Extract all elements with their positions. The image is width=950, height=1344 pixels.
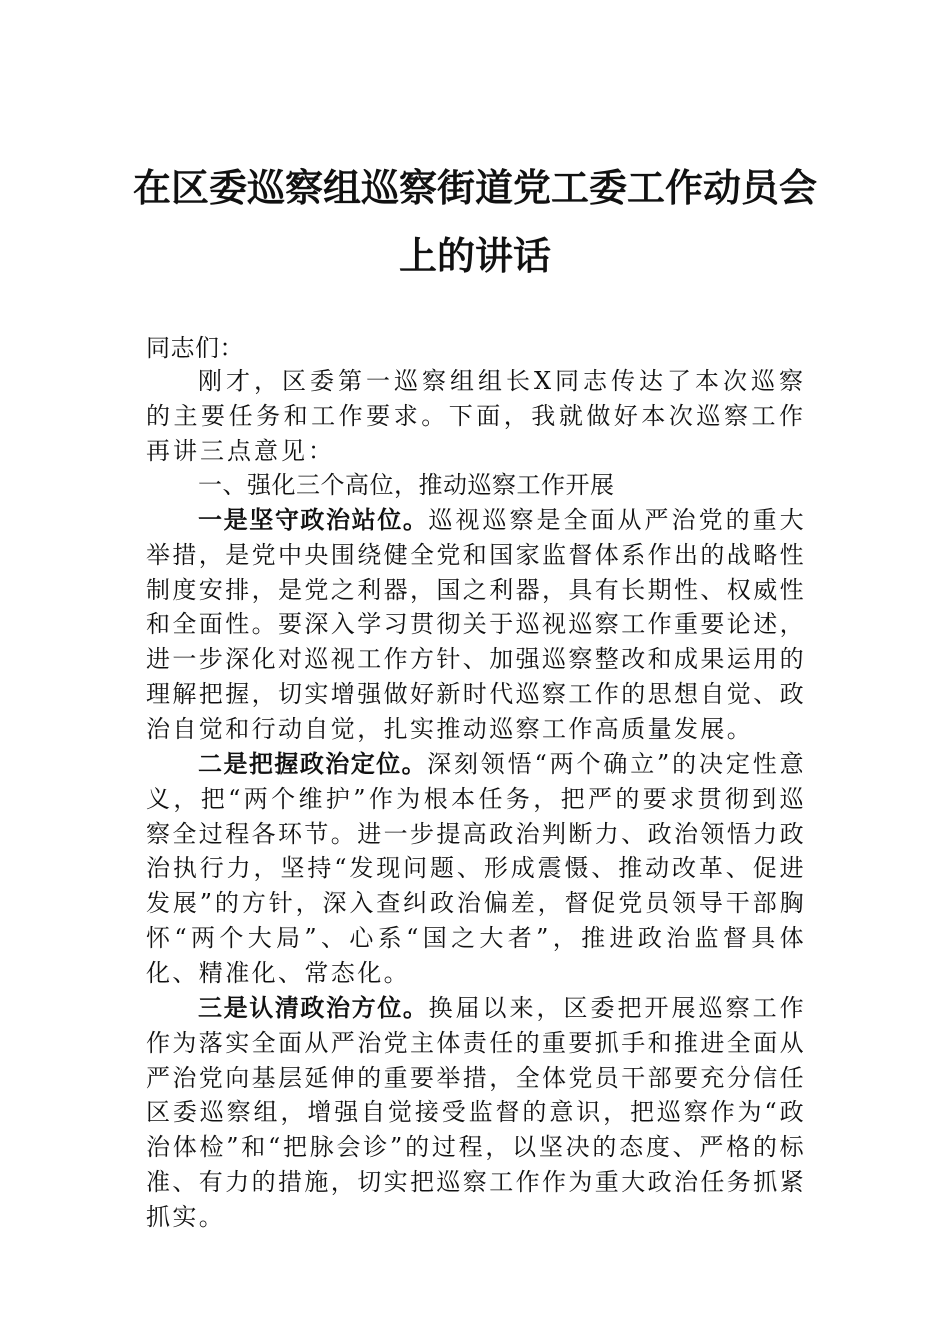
paragraph-2-lead: 二是把握政治定位。 xyxy=(198,750,428,778)
paragraph-2-body: 深刻领悟“两个确立”的决定性意义，把“两个维护”作为根本任务，把严的要求贯彻到巡察全过程各环节。进一步提高政治判断力、政治领悟力政治执行力，坚持“发现问题、形成震慑、推动改革、促进发展”的方针，深入查纠政治偏差，督促党员领导干部胸怀“两个大局”、心系“国之大者”，推进政治监督具体化、精准化、常态化。 xyxy=(146,750,806,987)
intro-paragraph: 刚才，区委第一巡察组组长X同志传达了本次巡察的主要任务和工作要求。下面，我就做好本次巡察工作再讲三点意见： xyxy=(146,367,806,465)
paragraph-1-body: 巡视巡察是全面从严治党的重大举措，是党中央围绕健全党和国家监督体系作出的战略性制度安排，是党之利器，国之利器，具有长期性、权威性和全面性。要深入学习贯彻关于巡视巡察工作重要论述，进一步深化对巡视工作方针、加强巡察整改和成果运用的理解把握，切实增强做好新时代巡察工作的思想自觉、政治自觉和行动自觉，扎实推动巡察工作高质量发展。 xyxy=(146,506,806,743)
paragraph-3 xyxy=(146,991,806,1235)
document-title-line-1: 在区委巡察组巡察街道党工委工作动员会 xyxy=(132,165,817,210)
paragraph-3-body: 换届以来，区委把开展巡察工作作为落实全面从严治党主体责任的重要抓手和推进全面从严治党向基层延伸的重要举措，全体党员干部要充分信任区委巡察组，增强自觉接受监督的意识，把巡察作为“政治体检”和“把脉会诊”的过程，以坚决的态度、严格的标准、有力的措施，切实把巡察工作作为重大政治任务抓紧抓实。 xyxy=(146,994,806,1231)
paragraph-1-lead: 一是坚守政治站位。 xyxy=(198,506,429,534)
paragraph-2 xyxy=(146,747,806,991)
salutation: 同志们： xyxy=(146,334,244,362)
paragraph-3-lead: 三是认清政治方位。 xyxy=(198,994,429,1022)
document-title-line-2: 上的讲话 xyxy=(398,233,551,278)
paragraph-1 xyxy=(146,503,806,747)
section-heading: 一、强化三个高位，推动巡察工作开展 xyxy=(198,471,615,499)
